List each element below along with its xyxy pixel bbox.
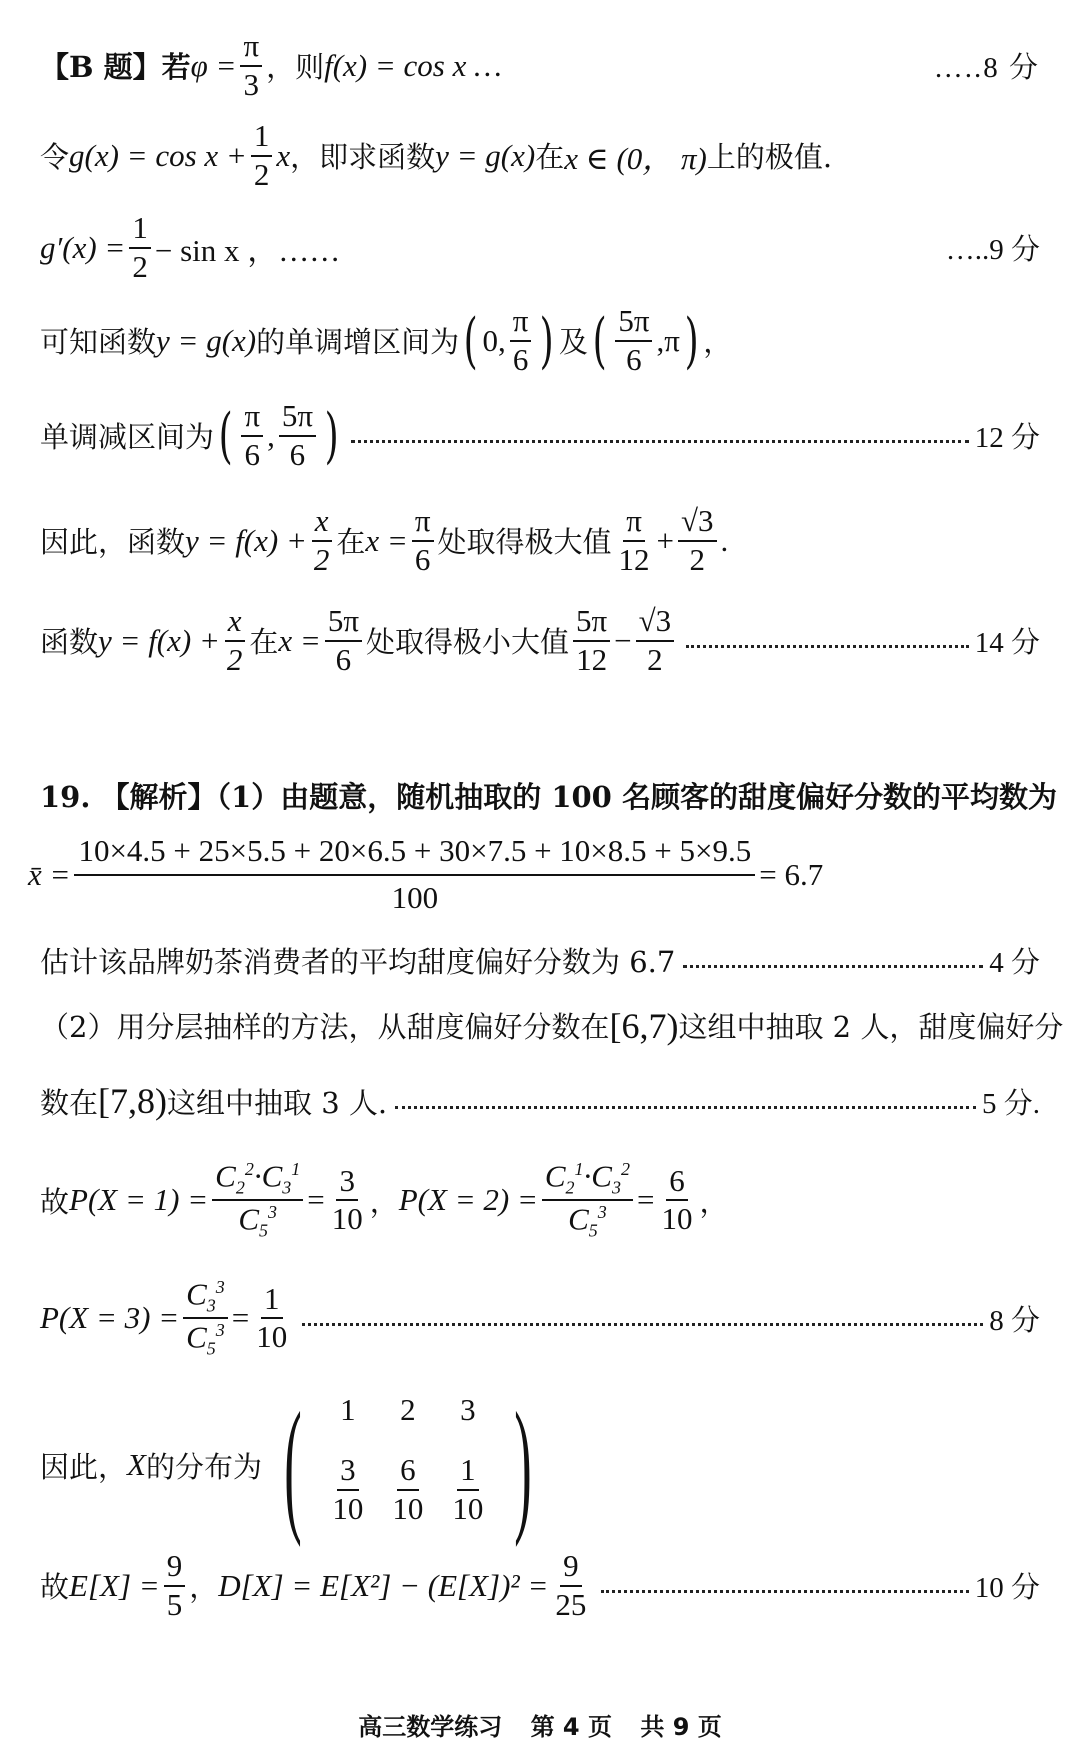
text: （2）用分层抽样的方法，从甜度偏好分数在	[40, 1010, 610, 1044]
score-marker: 14 分	[974, 627, 1040, 660]
fraction: $\frac{C_2^2\cdot C_3^1}{C_5^3}$	[212, 1160, 303, 1241]
math-expr: ,π	[656, 322, 680, 358]
math-expr: x ∈ (0， π)	[564, 141, 707, 177]
fraction-denominator: 3	[243, 66, 260, 102]
math-expr: x =	[365, 522, 408, 558]
math-expr: f(x) = cos x …	[324, 47, 502, 83]
probability-x3	[40, 1278, 1040, 1359]
solution-line-increasing	[40, 305, 1040, 376]
math-expr: D[X] = E[X²] − (E[X])² =	[218, 1567, 549, 1603]
text: ，即求函数	[290, 140, 436, 175]
page-footer	[0, 1707, 1080, 1742]
fraction-numerator: 5π	[325, 605, 362, 642]
fraction	[615, 305, 652, 376]
math-expr: P(X = 1) =	[69, 1182, 209, 1218]
fraction-denominator: 12	[576, 641, 608, 677]
math-expr: X	[127, 1447, 146, 1482]
text: 在	[249, 625, 279, 660]
fraction	[311, 505, 333, 576]
fraction-denominator: 5	[166, 1586, 183, 1622]
fraction-numerator: π	[240, 30, 262, 67]
fraction-denominator: 10	[331, 1201, 363, 1237]
fraction	[224, 605, 246, 676]
fraction	[251, 120, 273, 191]
text: 故	[40, 1184, 70, 1219]
text: 单调减区间为	[40, 420, 215, 455]
text: ，则	[266, 50, 325, 85]
fraction-denominator: 100	[391, 879, 439, 915]
score-marker: 10 分	[974, 1572, 1040, 1605]
text: 在	[336, 525, 366, 560]
text: 及	[558, 325, 588, 360]
fraction	[678, 505, 717, 576]
part-2-sampling	[40, 1005, 1064, 1046]
text: 故	[40, 1570, 70, 1605]
score-marker: 8 分	[989, 1304, 1040, 1337]
distribution-line	[40, 1382, 1040, 1548]
math-expr: P(X = 3) =	[40, 1300, 180, 1336]
fraction-denominator: 10	[661, 1201, 693, 1237]
mean-estimate	[40, 940, 1040, 981]
distribution-matrix: ( 1 2 3 $\frac{3}{10}$ $\frac{6}{10}$ $\frac{1}{10}$ )	[284, 1382, 532, 1548]
math-expr: x	[276, 137, 291, 173]
matrix-value: 1	[340, 1392, 356, 1427]
math-expr: 0,	[482, 322, 506, 358]
text: 处取得极大值	[437, 525, 612, 560]
text: 因此，函数	[40, 525, 186, 560]
dotted-leader	[686, 645, 969, 648]
fraction-denominator: 2	[689, 541, 705, 577]
matrix-value: 3	[460, 1392, 476, 1427]
matrix-probability-numerator: 6	[397, 1454, 419, 1491]
math-expr: =	[307, 1182, 325, 1218]
math-expr: g′(x) =	[40, 229, 126, 265]
fraction-numerator: 1	[251, 120, 273, 157]
math-expr: −	[614, 622, 632, 658]
text: ，	[369, 1184, 399, 1219]
fraction-numerator: 9	[560, 1550, 582, 1587]
score-marker: …..8 分	[933, 52, 1040, 85]
fraction-numerator: x	[225, 605, 245, 642]
probability-x1-x2: 故 P(X = 1) = $\frac{C_2^2\cdot C_3^1}{C_5^3}$ = $\frac{3}{10}$ ， P(X = 2) = $\frac{C_2^1\cdot C_3^2}{C_5^3}$ = $\frac{6}{10}$ ，	[40, 1158, 729, 1241]
problem-label: 【B 题】若	[40, 50, 191, 85]
fraction-denominator: 2	[226, 641, 243, 677]
footer-total-pages: 共 9 页	[640, 1713, 722, 1741]
math-expr: − sin x ，……	[154, 233, 341, 269]
footer-title: 高三数学练习	[358, 1713, 503, 1741]
fraction-numerator: π	[412, 505, 434, 542]
solution-line-minimum	[40, 605, 1040, 676]
text: 的单调增区间为	[256, 325, 460, 360]
fraction-denominator: 6	[512, 341, 529, 377]
fraction-denominator: 25	[555, 1586, 587, 1622]
right-paren: )	[684, 305, 699, 376]
math-expr: φ =	[190, 47, 237, 83]
solution-line-decreasing: 单调减区间为 ( $\frac{\pi}{6}$ , $\frac{5\pi}{6}$ ) 12 分	[40, 398, 1040, 472]
fraction-denominator: 6	[289, 436, 306, 472]
fraction-numerator: 1	[261, 1283, 283, 1320]
math-expr: y = f(x) +	[98, 622, 220, 658]
text: 令	[40, 140, 70, 175]
score-marker: …..9 分	[945, 234, 1040, 267]
fraction-denominator: 2	[253, 156, 270, 192]
fraction	[253, 1280, 290, 1355]
fraction	[636, 605, 675, 676]
fraction-numerator: x	[312, 505, 332, 542]
text: ，	[699, 1184, 729, 1219]
dotted-leader	[395, 1106, 976, 1109]
text: ，	[189, 1570, 219, 1605]
math-expr: E[X] =	[69, 1567, 160, 1603]
fraction-denominator: 12	[618, 541, 650, 577]
fraction	[241, 400, 263, 471]
fraction-numerator: π	[623, 505, 645, 542]
fraction-denominator: 6	[626, 341, 642, 377]
math-expr: = 6.7	[759, 856, 824, 892]
dotted-leader	[601, 1590, 968, 1593]
math-expr: P(X = 2) =	[398, 1182, 538, 1218]
text: 处取得极小大值	[366, 625, 570, 660]
math-expr: +	[656, 522, 674, 558]
fraction-numerator: 5π	[573, 605, 610, 642]
fraction-numerator: π	[510, 305, 532, 342]
text: 估计该品牌奶茶消费者的平均甜度偏好分数为 6.7	[40, 945, 676, 979]
fraction-numerator: 5π	[279, 400, 316, 437]
fraction	[74, 835, 755, 914]
fraction	[279, 400, 316, 471]
text: 因此，	[40, 1449, 128, 1484]
fraction	[412, 505, 434, 576]
fraction-denominator: 6	[335, 641, 352, 677]
math-expr: x̄ =	[28, 856, 71, 892]
solution-line-b-condition	[40, 30, 1040, 101]
text: 上的极值.	[706, 140, 833, 175]
text: 函数	[40, 625, 99, 660]
math-expr: [7,8)	[98, 1081, 167, 1121]
left-paren: (	[592, 305, 607, 376]
math-expr: x =	[278, 622, 321, 658]
matrix-probability-denominator: 10	[392, 1491, 424, 1526]
fraction	[552, 1550, 589, 1621]
solution-line-define-g	[40, 120, 1040, 191]
mean-calculation	[28, 835, 1040, 914]
matrix-probability-numerator: 1	[457, 1454, 479, 1491]
fraction-numerator: 10×4.5 + 25×5.5 + 20×6.5 + 30×7.5 + 10×8.5 + 5×9.5	[74, 835, 755, 876]
fraction-numerator: 3	[336, 1165, 358, 1202]
solution-line-derivative	[40, 212, 1040, 283]
score-marker: 5 分.	[981, 1087, 1040, 1120]
fraction-numerator: √3	[636, 605, 675, 642]
fraction	[510, 305, 532, 376]
text: ，	[703, 325, 733, 360]
score-marker: 4 分	[989, 947, 1040, 979]
problem-19-heading	[40, 775, 1057, 816]
fraction: $\frac{C_3^3}{C_5^3}$	[183, 1278, 228, 1359]
expectation-variance	[40, 1550, 1040, 1621]
dotted-leader	[302, 1323, 983, 1326]
text: 这组中抽取 2 人，甜度偏好分	[678, 1010, 1064, 1044]
part-2-sampling-cont	[40, 1080, 1040, 1122]
math-expr: y = f(x) +	[185, 522, 307, 558]
right-paren: )	[324, 400, 339, 471]
math-expr: =	[231, 1300, 250, 1336]
fraction-denominator: 10	[256, 1319, 288, 1355]
right-paren: )	[540, 305, 555, 376]
fraction-numerator: 6	[666, 1165, 688, 1202]
footer-page-number: 第 4 页	[530, 1713, 612, 1741]
math-expr: y = g(x)	[156, 322, 257, 358]
fraction-numerator: √3	[678, 505, 717, 542]
fraction	[164, 1550, 186, 1621]
fraction-denominator: 6	[414, 541, 431, 577]
fraction	[240, 30, 262, 101]
score-marker: 12 分	[974, 422, 1040, 455]
fraction-denominator: 6	[244, 436, 261, 472]
math-expr: g(x) = cos x +	[69, 137, 247, 173]
fraction	[616, 505, 653, 576]
fraction	[658, 1162, 695, 1237]
text: 可知函数	[40, 325, 157, 360]
fraction-numerator: 5π	[615, 305, 652, 342]
math-expr: y = g(x)	[435, 137, 536, 173]
fraction	[325, 605, 362, 676]
fraction-numerator: π	[241, 400, 263, 437]
fraction	[129, 212, 151, 283]
text: 在	[535, 140, 565, 175]
matrix-probability-denominator: 10	[332, 1491, 364, 1526]
fraction-denominator: 2	[647, 641, 663, 677]
fraction: $\frac{C_2^1\cdot C_3^2}{C_5^3}$	[542, 1160, 633, 1241]
matrix-probability-denominator: 10	[452, 1491, 484, 1526]
left-paren: (	[463, 305, 478, 376]
solution-line-maximum	[40, 505, 1040, 576]
fraction-denominator: 2	[313, 541, 330, 577]
fraction-denominator: 2	[132, 248, 148, 284]
fraction	[329, 1162, 366, 1237]
math-expr: [6,7)	[609, 1005, 679, 1046]
fraction-numerator: 9	[164, 1550, 186, 1587]
matrix-value: 2	[400, 1392, 416, 1427]
text: .	[720, 522, 729, 558]
text: 19. 【解析】（1）由题意，随机抽取的 100 名顾客的甜度偏好分数的平均数为	[40, 780, 1057, 814]
dotted-leader	[351, 440, 968, 443]
fraction	[573, 605, 610, 676]
text: 这组中抽取 3 人.	[167, 1085, 388, 1120]
left-paren: (	[218, 400, 233, 471]
dotted-leader	[683, 965, 983, 968]
matrix-probability-numerator: 3	[337, 1454, 359, 1491]
text: 数在	[40, 1085, 99, 1120]
fraction-numerator: 1	[129, 212, 151, 249]
text: 的分布为	[145, 1449, 262, 1484]
